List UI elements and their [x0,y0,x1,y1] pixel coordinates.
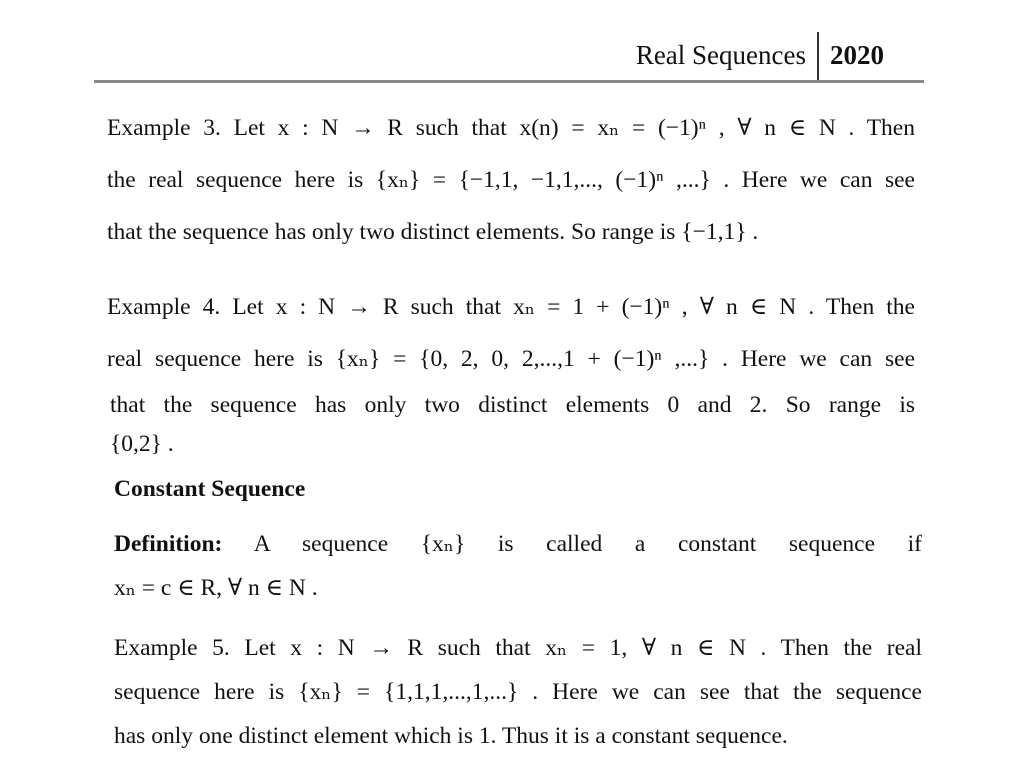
example-4-line-4: {0,2} . [110,431,174,457]
example-4-line-1: Example 4. Let x : N → R such that xₙ = 1 + (−1)ⁿ , ∀ n ∈ N . Then the [107,294,915,320]
header-title: Real Sequences [635,40,806,70]
example-3-line-2: the real sequence here is {xₙ} = {−1,1, −1,1,..., (−1)ⁿ ,...} . Here we can see [107,167,915,193]
definition-text: A sequence {xₙ} is called a constant sequence if [253,531,922,557]
example-4-line-3: that the sequence has only two distinct elements 0 and 2. So range is [110,392,915,418]
page-header [94,30,924,80]
definition-label: Definition: [114,531,223,557]
example-3 [107,102,915,258]
example-5-line-1: Example 5. Let x : N → R such that xₙ = 1, ∀ n ∈ N . Then the real [114,635,922,661]
definition-line-1 [114,522,922,566]
definition [114,522,922,610]
header-year: 2020 [830,40,884,70]
example-4-line-2: real sequence here is {xₙ} = {0, 2, 0, 2,...,1 + (−1)ⁿ ,...} . Here we can see [107,346,915,372]
definition-line-2: xₙ = c ∈ R, ∀ n ∈ N . [114,575,318,601]
header-divider [817,32,819,80]
example-3-line-1: Example 3. Let x : N → R such that x(n) = xₙ = (−1)ⁿ , ∀ n ∈ N . Then [107,115,915,141]
example-4-continued [110,383,915,461]
example-5-line-2: sequence here is {xₙ} = {1,1,1,...,1,...} . Here we can see that the sequence [114,679,922,705]
header-rule [94,80,924,83]
example-5-line-3: has only one distinct element which is 1. Thus it is a constant sequence. [114,723,788,749]
example-4 [107,281,915,385]
example-3-line-3: that the sequence has only two distinct elements. So range is {−1,1} . [107,219,759,245]
example-5 [114,626,922,758]
section-heading-constant-sequence: Constant Sequence [114,476,306,502]
